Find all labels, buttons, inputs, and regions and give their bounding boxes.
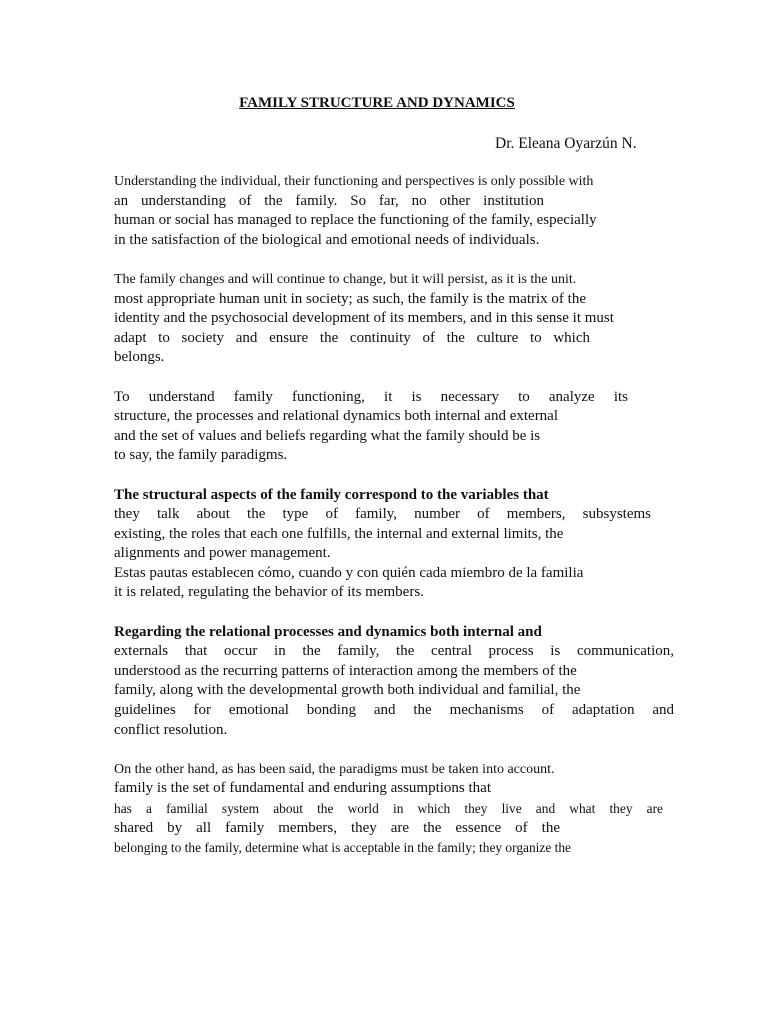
paragraph-line: The family changes and will continue to change, but it will persist, as it is the unit.: [114, 271, 577, 287]
paragraph-line: alignments and power management.: [114, 545, 331, 562]
paragraph-line: Regarding the relational processes and dynamics both internal and: [114, 623, 542, 640]
paragraph-line: human or social has managed to replace the functioning of the family, especially: [114, 212, 597, 229]
paragraph-line-text: guidelines for emotional bonding and the mechanisms of adaptation and: [114, 702, 674, 719]
paragraph-spacer: [114, 740, 679, 760]
paragraph-line: family, along with the developmental growth both individual and familial, the: [114, 682, 581, 699]
paragraph-2: [114, 270, 679, 368]
paragraph-5: [114, 623, 679, 741]
paragraph-3: [114, 388, 679, 466]
paragraph-line: [114, 701, 674, 721]
paragraph-line: On the other hand, as has been said, the paradigms must be taken into account.: [114, 761, 555, 777]
paragraph-4: [114, 486, 679, 604]
paragraph-line-text: adapt to society and ensure the continuity of the culture to which: [114, 329, 590, 346]
paragraph-line: most appropriate human unit in society; as such, the family is the matrix of the: [114, 290, 586, 307]
paragraph-line: family is the set of fundamental and enduring assumptions that: [114, 780, 492, 797]
paragraph-line-text: has a familial system about the world in which they live and what they are: [114, 801, 663, 816]
paragraph-line: [114, 505, 651, 525]
paragraph-line: existing, the roles that each one fulfills, the internal and external limits, the: [114, 525, 564, 542]
paragraph-6: [114, 760, 679, 858]
document-title-text: FAMILY STRUCTURE AND DYNAMICS: [239, 95, 515, 111]
paragraph-line: [114, 799, 663, 819]
paragraph-1: [114, 172, 679, 250]
paragraph-spacer: [114, 466, 679, 486]
paragraph-line: understood as the recurring patterns of interaction among the members of the: [114, 662, 577, 679]
document-title: [0, 95, 768, 112]
paragraph-line: [114, 329, 590, 349]
paragraph-line: The structural aspects of the family correspond to the variables that: [114, 486, 549, 503]
paragraph-line: identity and the psychosocial development of its members, and in this sense it must: [114, 310, 614, 327]
paragraph-line-text: externals that occur in the family, the central process is communication,: [114, 643, 674, 660]
paragraph-line: conflict resolution.: [114, 721, 228, 738]
paragraph-spacer: [114, 250, 679, 270]
document-body: [114, 172, 679, 858]
paragraph-line: [114, 819, 560, 839]
paragraph-line: [114, 388, 628, 408]
paragraph-line: [114, 192, 544, 212]
paragraph-line: to say, the family paradigms.: [114, 447, 288, 464]
paragraph-line: Understanding the individual, their functioning and perspectives is only possible with: [114, 174, 594, 189]
paragraph-line: belongs.: [114, 349, 165, 366]
paragraph-line: belonging to the family, determine what is acceptable in the family; they organize the: [114, 840, 571, 856]
author-name: Dr. Eleana Oyarzún N.: [495, 135, 637, 152]
paragraph-line-text: an understanding of the family. So far, no other institution: [114, 192, 544, 209]
paragraph-line-text: shared by all family members, they are the essence of the: [114, 819, 560, 836]
paragraph-spacer: [114, 368, 679, 388]
paragraph-line: [114, 642, 674, 662]
paragraph-line: in the satisfaction of the biological and emotional needs of individuals.: [114, 231, 540, 248]
paragraph-line: and the set of values and beliefs regarding what the family should be is: [114, 427, 541, 444]
paragraph-line: structure, the processes and relational dynamics both internal and external: [114, 408, 559, 425]
paragraph-line-text: they talk about the type of family, number of members, subsystems: [114, 506, 651, 523]
paragraph-line-text: To understand family functioning, it is necessary to analyze its: [114, 388, 628, 405]
paragraph-line: it is related, regulating the behavior of its members.: [114, 584, 424, 601]
paragraph-spacer: [114, 603, 679, 623]
paragraph-line: Estas pautas establecen cómo, cuando y con quién cada miembro de la familia: [114, 564, 584, 581]
